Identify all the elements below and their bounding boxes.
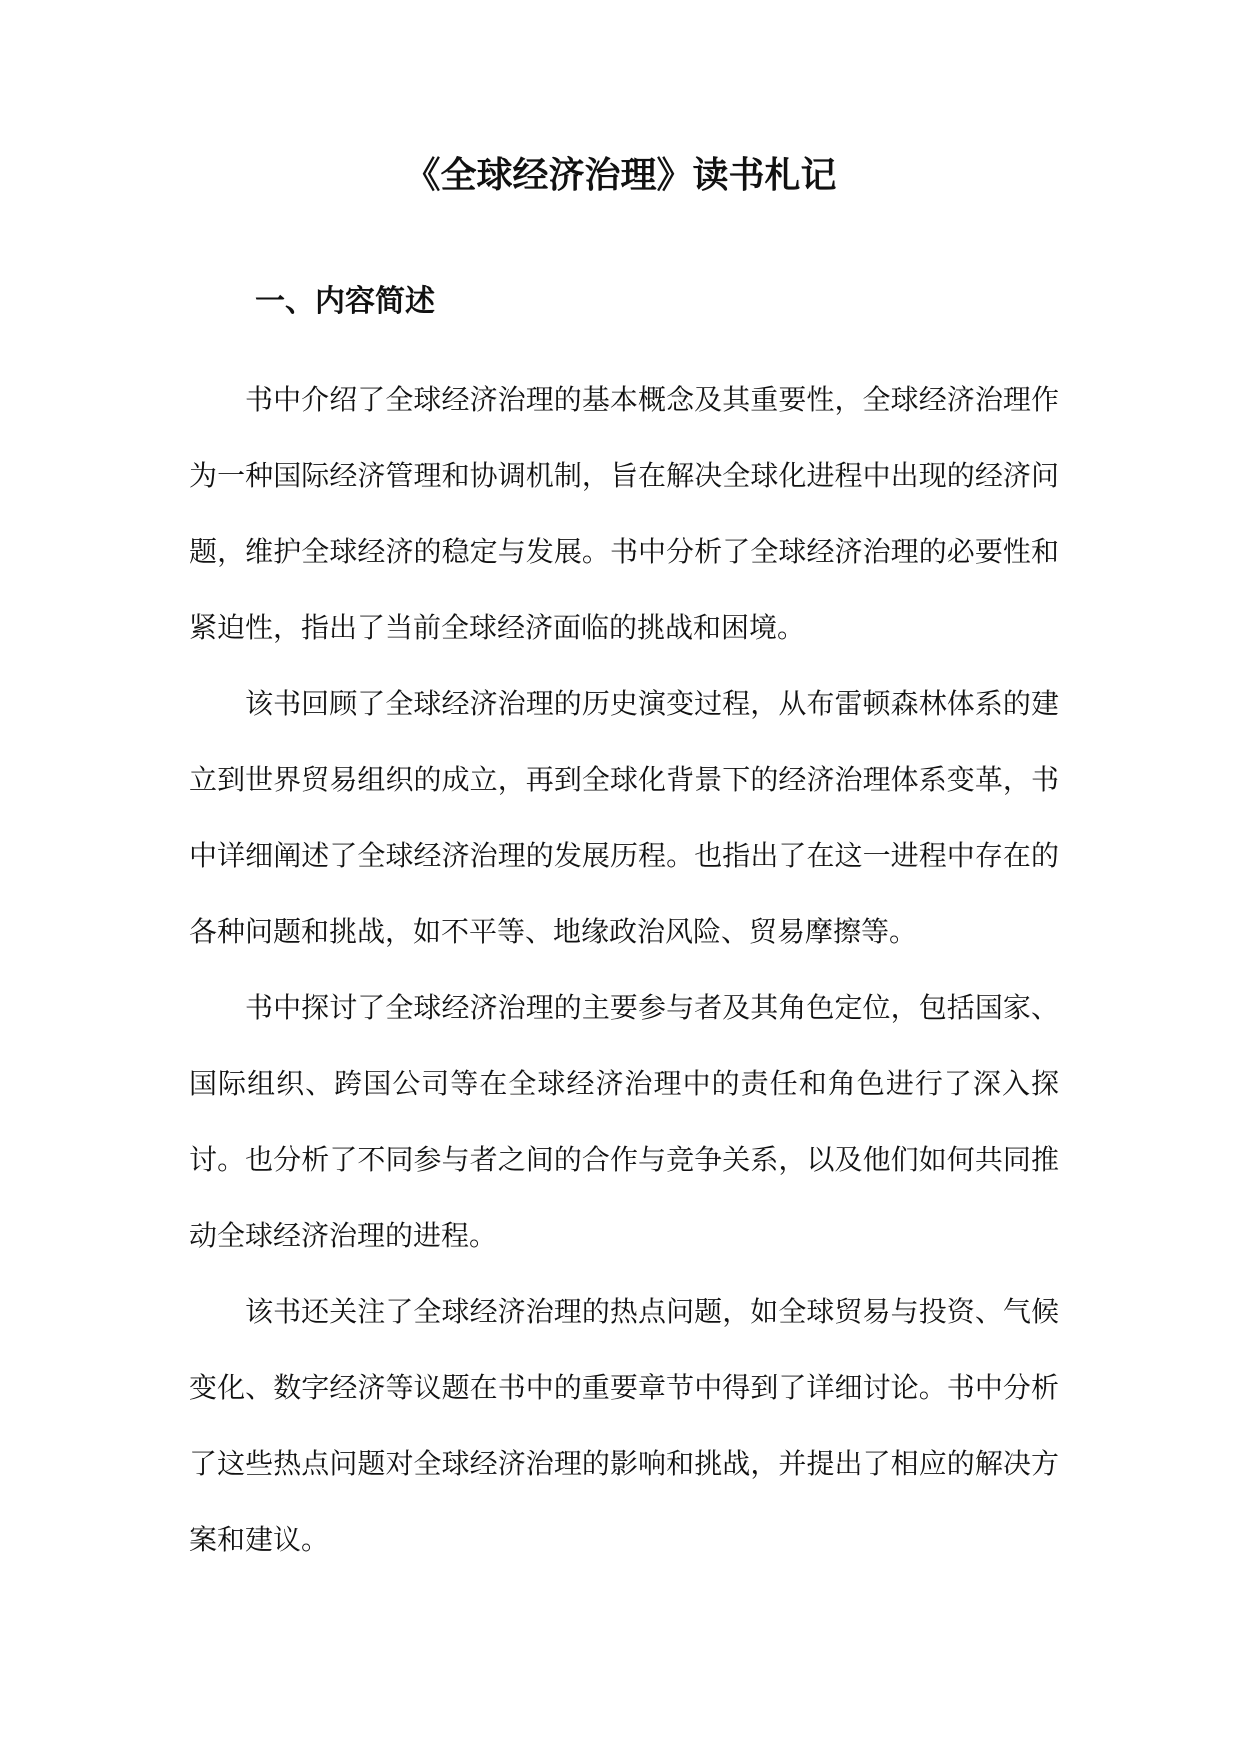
paragraph-3: 书中探讨了全球经济治理的主要参与者及其角色定位，包括国家、国际组织、跨国公司等在全球经济治理中的责任和角色进行了深入探讨。也分析了不同参与者之间的合作与竞争关系，以及他们如何共同推动全球经济治理的进程。 — [189, 991, 1059, 1252]
document-title: 《全球经济治理》读书札记 — [404, 154, 837, 196]
paragraph-1: 书中介绍了全球经济治理的基本概念及其重要性，全球经济治理作为一种国际经济管理和协调机制，旨在解决全球化进程中出现的经济问题，维护全球经济的稳定与发展。书中分析了全球经济治理的必要性和紧迫性，指出了当前全球经济面临的挑战和困境。 — [189, 383, 1059, 644]
section-heading: 一、内容简述 — [255, 284, 435, 319]
paragraph-2: 该书回顾了全球经济治理的历史演变过程，从布雷顿森林体系的建立到世界贸易组织的成立，再到全球化背景下的经济治理体系变革，书中详细阐述了全球经济治理的发展历程。也指出了在这一进程中存在的各种问题和挑战，如不平等、地缘政治风险、贸易摩擦等。 — [189, 687, 1059, 948]
section-body — [189, 362, 1059, 1578]
paragraph-4: 该书还关注了全球经济治理的热点问题，如全球贸易与投资、气候变化、数字经济等议题在书中的重要章节中得到了详细讨论。书中分析了这些热点问题对全球经济治理的影响和挑战，并提出了相应的解决方案和建议。 — [189, 1295, 1059, 1556]
